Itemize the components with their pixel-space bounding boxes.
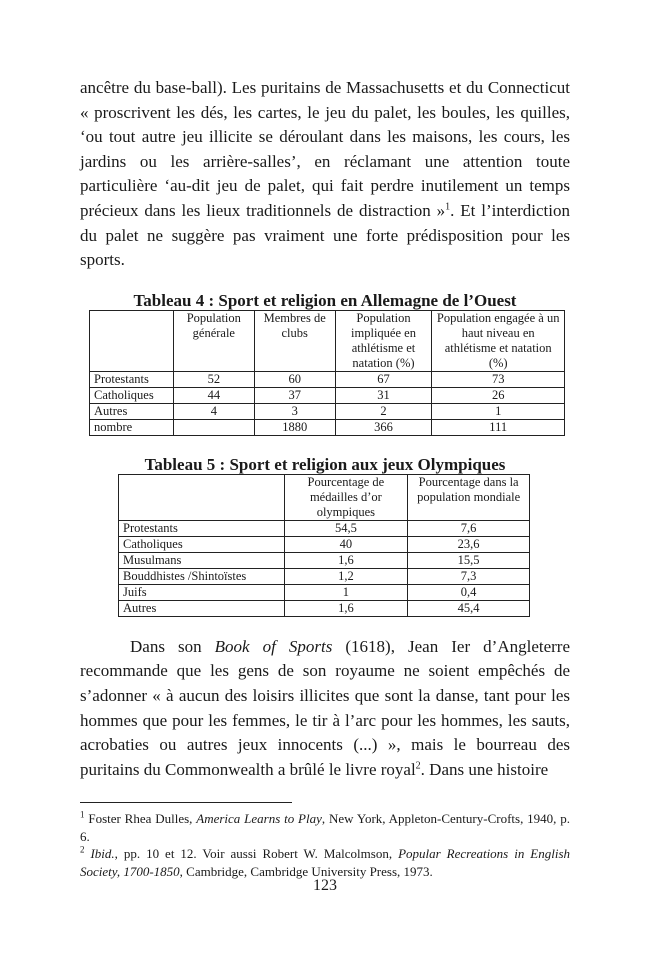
- table-row: [119, 584, 530, 600]
- table4-cell: 366: [335, 419, 432, 435]
- table5: [118, 474, 530, 617]
- footnote-ref-1[interactable]: 1: [445, 201, 451, 213]
- table5-cell: 15,5: [408, 552, 530, 568]
- table4-cell: 60: [254, 371, 335, 387]
- table5-cell: 45,4: [408, 600, 530, 616]
- table5-cell: 0,4: [408, 584, 530, 600]
- table4-cell: 52: [173, 371, 254, 387]
- table4-row-label: Catholiques: [90, 387, 174, 403]
- footnote-1: [80, 810, 570, 845]
- table5-cell: 1: [284, 584, 408, 600]
- table-row: [90, 403, 565, 419]
- table-row: [119, 552, 530, 568]
- footnote-text: Foster Rhea Dulles,: [84, 811, 197, 827]
- table5-row-label: Catholiques: [119, 536, 285, 552]
- footnote-italic-title: America Learns to Play: [196, 811, 322, 827]
- table4-row-label: nombre: [90, 419, 174, 435]
- footnote-ref-2[interactable]: 2: [415, 760, 421, 772]
- table4-header-row: [90, 310, 565, 371]
- table4-row-label: Autres: [90, 403, 174, 419]
- footnote-text: , Cambridge, Cambridge University Press, 1973.: [179, 863, 433, 879]
- table4-cell: 44: [173, 387, 254, 403]
- table4: [89, 310, 565, 436]
- table4-header-cell: Population engagée à un haut niveau en athlétisme et natation (%): [432, 310, 565, 371]
- intro-text: ancêtre du base-ball). Les puritains de Massachusetts et du Connecticut « proscrivent les dés, les cartes, le jeu du palet, les boules, les quilles, ‘ou tout autre jeu illicite se déroulant dans les maisons, les cours, les jardins ou les arrière-salles’, en réclamant une attention toute particulière ‘au-dit jeu de palet, qui fait perdre inutilement un temps précieux dans les lieux traditionnels de distraction »: [80, 78, 570, 220]
- table4-cell: 26: [432, 387, 565, 403]
- footnote-mark: 2: [80, 844, 85, 855]
- table5-cell: 7,3: [408, 568, 530, 584]
- table5-header-cell: [119, 474, 285, 520]
- second-text-end: . Dans une histoire: [420, 759, 549, 779]
- table5-row-label: Juifs: [119, 584, 285, 600]
- table5-cell: 1,6: [284, 600, 408, 616]
- footnote-ibid: Ibid.: [90, 846, 115, 862]
- table5-header-row: [119, 474, 530, 520]
- table4-cell: 3: [254, 403, 335, 419]
- table5-cell: 7,6: [408, 520, 530, 536]
- page-number: 123: [313, 877, 337, 894]
- table5-row-label: Protestants: [119, 520, 285, 536]
- table4-header-cell: Membres de clubs: [254, 310, 335, 371]
- table-row: [90, 419, 565, 435]
- footnote-italic-title: Popular Recreations in English Society, 1700-1850: [80, 846, 571, 879]
- table4-header-cell: Population impliquée en athlétisme et natation (%): [335, 310, 432, 371]
- table4-cell: 37: [254, 387, 335, 403]
- intro-paragraph: [80, 76, 570, 273]
- second-text-start: Dans son: [130, 636, 215, 656]
- table5-cell: 40: [284, 536, 408, 552]
- table5-cell: 54,5: [284, 520, 408, 536]
- table4-row-label: Protestants: [90, 371, 174, 387]
- table-row: [119, 568, 530, 584]
- table4-cell: 2: [335, 403, 432, 419]
- table-row: [119, 520, 530, 536]
- table-row: [119, 536, 530, 552]
- book-title: Book of Sports: [214, 636, 333, 656]
- table4-cell: 67: [335, 371, 432, 387]
- table4-cell: 111: [432, 419, 565, 435]
- table4-cell: [173, 419, 254, 435]
- table4-header-cell: [90, 310, 174, 371]
- intro-text-end: . Et l’interdiction du palet ne suggère pas vraiment une forte prédisposition pour les sports.: [80, 200, 570, 270]
- footnote-mark: 1: [80, 809, 85, 820]
- table5-cell: 23,6: [408, 536, 530, 552]
- footnote-text: , pp. 10 et 12. Voir aussi Robert W. Malcolmson,: [114, 846, 399, 862]
- table4-cell: 73: [432, 371, 565, 387]
- table5-row-label: Musulmans: [119, 552, 285, 568]
- table4-cell: 1880: [254, 419, 335, 435]
- table5-caption: Tableau 5 : Sport et religion aux jeux Olympiques: [144, 454, 506, 474]
- table-row: [119, 600, 530, 616]
- table5-cell: 1,6: [284, 552, 408, 568]
- page-body: [80, 76, 570, 880]
- table4-cell: 31: [335, 387, 432, 403]
- table5-row-label: Autres: [119, 600, 285, 616]
- table5-header-cell: Pourcentage de médailles d’or olympiques: [284, 474, 408, 520]
- second-text: (1618), Jean Ier d’Angleterre recommande que les gens de son royaume ne soient empêchés de s’adonner « à aucun des loisirs illicites que sont la danse, tant pour les hommes que pour les femmes, le tir à l’arc pour les hommes, les sauts, acrobaties ou autres jeux innocents (...) », mais le bourreau des puritains du Commonwealth a brûlé le livre royal: [80, 636, 570, 779]
- table4-cell: 1: [432, 403, 565, 419]
- table-row: [90, 371, 565, 387]
- table4-caption: Tableau 4 : Sport et religion en Allemagne de l’Ouest: [133, 290, 517, 310]
- footnote-text: , New York, Appleton-Century-Crofts, 1940, p. 6.: [80, 811, 571, 844]
- second-paragraph: [80, 635, 570, 783]
- table5-header-cell: Pourcentage dans la population mondiale: [408, 474, 530, 520]
- footnote-2: [80, 845, 570, 880]
- footnote-separator: [80, 802, 292, 803]
- table5-cell: 1,2: [284, 568, 408, 584]
- table4-header-cell: Population générale: [173, 310, 254, 371]
- table5-row-label: Bouddhistes /Shintoïstes: [119, 568, 285, 584]
- table4-cell: 4: [173, 403, 254, 419]
- table-row: [90, 387, 565, 403]
